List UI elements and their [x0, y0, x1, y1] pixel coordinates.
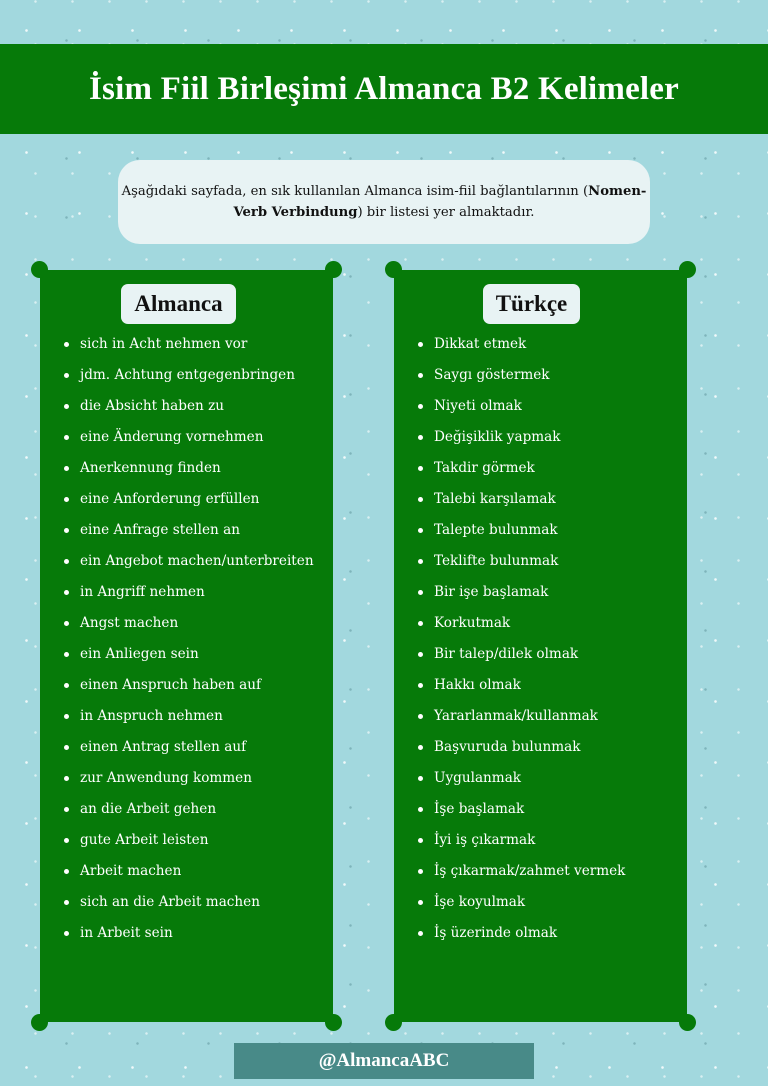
german-list	[62, 334, 329, 954]
list-item: einen Anspruch haben auf	[62, 675, 329, 706]
list-item: in Arbeit sein	[62, 923, 329, 954]
list-item: Anerkennung finden	[62, 458, 329, 489]
corner-dot	[31, 261, 48, 278]
list-item: Uygulanmak	[416, 768, 683, 799]
list-item: eine Änderung vornehmen	[62, 427, 329, 458]
intro-text-bold: Nomen-Verb Verbindung	[233, 184, 647, 220]
german-heading: Almanca	[121, 284, 236, 324]
corner-dot	[385, 1014, 402, 1031]
list-item: Saygı göstermek	[416, 365, 683, 396]
list-item: gute Arbeit leisten	[62, 830, 329, 861]
list-item: Takdir görmek	[416, 458, 683, 489]
list-item: İş üzerinde olmak	[416, 923, 683, 954]
list-item: Talepte bulunmak	[416, 520, 683, 551]
list-item: Niyeti olmak	[416, 396, 683, 427]
intro-text-end: ) bir listesi yer almaktadır.	[357, 205, 535, 220]
intro-box	[118, 160, 650, 244]
list-item: eine Anfrage stellen an	[62, 520, 329, 551]
list-item: İş çıkarmak/zahmet vermek	[416, 861, 683, 892]
list-item: Dikkat etmek	[416, 334, 683, 365]
list-item: Bir işe başlamak	[416, 582, 683, 613]
corner-dot	[679, 261, 696, 278]
list-item: ein Angebot machen/unterbreiten	[62, 551, 329, 582]
list-item: einen Antrag stellen auf	[62, 737, 329, 768]
list-item: İyi iş çıkarmak	[416, 830, 683, 861]
corner-dot	[325, 261, 342, 278]
list-item: die Absicht haben zu	[62, 396, 329, 427]
intro-text	[118, 181, 650, 223]
turkish-list	[416, 334, 683, 954]
list-item: Arbeit machen	[62, 861, 329, 892]
page-title: İsim Fiil Birleşimi Almanca B2 Kelimeler	[89, 70, 679, 107]
footer-handle: @AlmancaABC	[234, 1043, 534, 1079]
list-item: eine Anforderung erfüllen	[62, 489, 329, 520]
list-item: ein Anliegen sein	[62, 644, 329, 675]
list-item: Başvuruda bulunmak	[416, 737, 683, 768]
list-item: jdm. Achtung entgegenbringen	[62, 365, 329, 396]
list-item: Bir talep/dilek olmak	[416, 644, 683, 675]
corner-dot	[31, 1014, 48, 1031]
intro-text-start: Aşağıdaki sayfada, en sık kullanılan Almanca isim-fiil bağlantılarının (	[121, 184, 589, 199]
list-item: an die Arbeit gehen	[62, 799, 329, 830]
german-panel	[40, 270, 333, 1022]
list-item: Değişiklik yapmak	[416, 427, 683, 458]
title-banner	[0, 44, 768, 134]
turkish-heading: Türkçe	[483, 284, 580, 324]
list-item: Angst machen	[62, 613, 329, 644]
turkish-panel	[394, 270, 687, 1022]
corner-dot	[325, 1014, 342, 1031]
list-item: zur Anwendung kommen	[62, 768, 329, 799]
list-item: İşe koyulmak	[416, 892, 683, 923]
corner-dot	[385, 261, 402, 278]
corner-dot	[679, 1014, 696, 1031]
list-item: Talebi karşılamak	[416, 489, 683, 520]
list-item: Hakkı olmak	[416, 675, 683, 706]
list-item: in Anspruch nehmen	[62, 706, 329, 737]
list-item: sich in Acht nehmen vor	[62, 334, 329, 365]
list-item: Yararlanmak/kullanmak	[416, 706, 683, 737]
list-item: İşe başlamak	[416, 799, 683, 830]
list-item: Korkutmak	[416, 613, 683, 644]
list-item: sich an die Arbeit machen	[62, 892, 329, 923]
list-item: in Angriff nehmen	[62, 582, 329, 613]
list-item: Teklifte bulunmak	[416, 551, 683, 582]
